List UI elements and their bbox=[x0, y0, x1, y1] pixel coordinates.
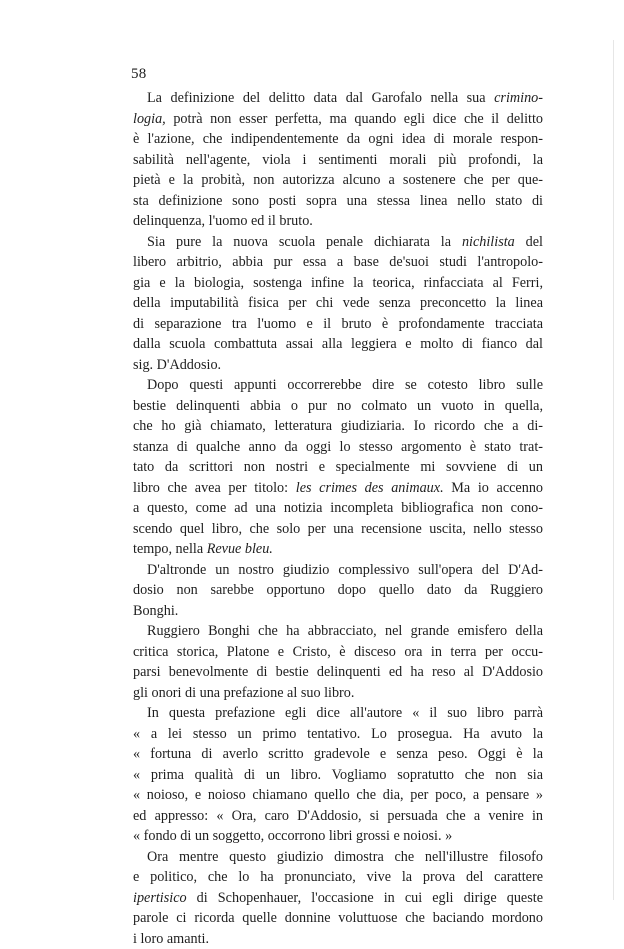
text-segment: Ruggiero Bonghi che ha abbracciato, nel grande emisfero della bbox=[147, 623, 543, 639]
italic-text: Revue bleu. bbox=[207, 541, 273, 557]
text-segment: critica storica, Platone e Cristo, è disceso ora in terra per occu- bbox=[133, 644, 543, 660]
text-segment: In questa prefazione egli dice all'autore « il suo libro parrà bbox=[147, 705, 543, 721]
text-line bbox=[133, 929, 543, 949]
text-segment: La definizione del delitto data dal Garofalo nella sua bbox=[147, 90, 494, 106]
italic-text: crimino- bbox=[494, 90, 543, 106]
italic-text: logia, bbox=[133, 111, 166, 127]
text-line bbox=[133, 539, 543, 560]
text-segment: tempo, nella bbox=[133, 541, 207, 557]
body-text bbox=[133, 88, 543, 949]
text-segment: che ho già chiamato, letteratura giudiziaria. Io ricordo che a di- bbox=[133, 418, 543, 434]
text-line bbox=[133, 560, 543, 581]
text-line bbox=[133, 150, 543, 171]
text-segment: potrà non esser perfetta, ma quando egli dice che il delitto bbox=[166, 111, 543, 127]
text-line bbox=[133, 580, 543, 601]
text-segment: libro che avea per titolo: bbox=[133, 480, 296, 496]
text-line bbox=[133, 478, 543, 499]
text-line bbox=[133, 908, 543, 929]
text-segment: gli onori di una prefazione al suo libro. bbox=[133, 685, 354, 701]
text-line bbox=[133, 457, 543, 478]
text-line bbox=[133, 621, 543, 642]
text-line bbox=[133, 437, 543, 458]
text-line bbox=[133, 826, 543, 847]
text-segment: della imputabilità fisica per chi vede senza preconcetto la linea bbox=[133, 295, 543, 311]
text-segment: « a lei stesso un primo tentativo. Lo prosegua. Ha avuto la bbox=[133, 726, 543, 742]
text-line bbox=[133, 170, 543, 191]
page-number: 58 bbox=[131, 64, 147, 84]
text-line bbox=[133, 129, 543, 150]
text-segment: stanza di qualche anno da oggi lo stesso argomento è stato trat- bbox=[133, 439, 543, 455]
text-segment: Bonghi. bbox=[133, 603, 178, 619]
text-line bbox=[133, 806, 543, 827]
text-segment: libero arbitrio, abbia pur essa a base de'suoi studi l'antropolo- bbox=[133, 254, 543, 270]
text-segment: tato da scrittori non nostri e specialmente mi sovviene di un bbox=[133, 459, 543, 475]
text-segment: Ma io accenno bbox=[444, 480, 543, 496]
text-line bbox=[133, 724, 543, 745]
text-segment: pietà e la probità, non autorizza alcuno a sostenere che per que- bbox=[133, 172, 543, 188]
italic-text: ipertisico bbox=[133, 890, 187, 906]
text-line bbox=[133, 601, 543, 622]
text-segment: di Schopenhauer, l'occasione in cui egli dirige queste bbox=[187, 890, 543, 906]
text-line bbox=[133, 109, 543, 130]
text-segment: sta definizione sono posti sopra una stessa linea nello stato di bbox=[133, 193, 543, 209]
text-segment: bestie delinquenti abbia o pur no colmato un vuoto in quella, bbox=[133, 398, 543, 414]
text-line bbox=[133, 519, 543, 540]
text-line bbox=[133, 211, 543, 232]
text-line bbox=[133, 662, 543, 683]
text-segment: Dopo questi appunti occorrerebbe dire se cotesto libro sulle bbox=[147, 377, 543, 393]
text-segment: è l'azione, che indipendentemente da ogni idea di morale respon- bbox=[133, 131, 543, 147]
text-line bbox=[133, 232, 543, 253]
text-segment: gia e la biologia, sostenga infine la teorica, rinfacciata al Ferri, bbox=[133, 275, 543, 291]
text-line bbox=[133, 847, 543, 868]
text-segment: parole ci ricorda quelle donnine voluttuose che baciando mordono bbox=[133, 910, 543, 926]
text-segment: e politico, che lo ha pronunciato, vive la prova del carattere bbox=[133, 869, 543, 885]
text-segment: ed appresso: « Ora, caro D'Addosio, si persuada che a venire in bbox=[133, 808, 543, 824]
text-line bbox=[133, 355, 543, 376]
text-segment: « fondo di un soggetto, occorrono libri grossi e noiosi. » bbox=[133, 828, 452, 844]
text-line bbox=[133, 785, 543, 806]
text-line bbox=[133, 88, 543, 109]
text-line bbox=[133, 683, 543, 704]
text-segment: scendo quel libro, che solo per una recensione uscita, nello stesso bbox=[133, 521, 543, 537]
text-segment: i loro amanti. bbox=[133, 931, 209, 947]
text-segment: del bbox=[515, 234, 543, 250]
text-line bbox=[133, 867, 543, 888]
text-segment: dosio non sarebbe opportuno dopo quello dato da Ruggiero bbox=[133, 582, 543, 598]
text-segment: « prima qualità di un libro. Vogliamo sopratutto che non sia bbox=[133, 767, 543, 783]
text-line bbox=[133, 334, 543, 355]
text-line bbox=[133, 293, 543, 314]
italic-text: les crimes des animaux. bbox=[296, 480, 444, 496]
text-line bbox=[133, 888, 543, 909]
text-line bbox=[133, 191, 543, 212]
text-line bbox=[133, 416, 543, 437]
text-line bbox=[133, 252, 543, 273]
text-segment: parsi benevolmente di bestie delinquenti ed ha reso al D'Addosio bbox=[133, 664, 543, 680]
text-segment: D'altronde un nostro giudizio complessivo sull'opera del D'Ad- bbox=[147, 562, 543, 578]
text-line bbox=[133, 744, 543, 765]
text-segment: a questo, come ad una notizia incompleta bibliografica non cono- bbox=[133, 500, 543, 516]
text-segment: Ora mentre questo giudizio dimostra che nell'illustre filosofo bbox=[147, 849, 543, 865]
text-segment: Sia pure la nuova scuola penale dichiarata la bbox=[147, 234, 462, 250]
text-line bbox=[133, 642, 543, 663]
text-line bbox=[133, 765, 543, 786]
page-edge-line bbox=[613, 40, 614, 900]
text-line bbox=[133, 396, 543, 417]
text-segment: sabilità nell'agente, viola i sentimenti morali più profondi, la bbox=[133, 152, 543, 168]
text-segment: « noioso, e noioso chiamano quello che dia, per poco, a pensare » bbox=[133, 787, 543, 803]
text-line bbox=[133, 375, 543, 396]
text-segment: dalla scuola combattuta assai alla leggiera e molto di fianco dal bbox=[133, 336, 543, 352]
text-segment: sig. D'Addosio. bbox=[133, 357, 221, 373]
text-line bbox=[133, 314, 543, 335]
text-line bbox=[133, 498, 543, 519]
text-segment: di separazione tra l'uomo e il bruto è profondamente tracciata bbox=[133, 316, 543, 332]
text-segment: delinquenza, l'uomo ed il bruto. bbox=[133, 213, 313, 229]
text-segment: « fortuna di averlo scritto gradevole e senza peso. Oggi è la bbox=[133, 746, 543, 762]
text-line bbox=[133, 703, 543, 724]
italic-text: nichilista bbox=[462, 234, 515, 250]
text-line bbox=[133, 273, 543, 294]
